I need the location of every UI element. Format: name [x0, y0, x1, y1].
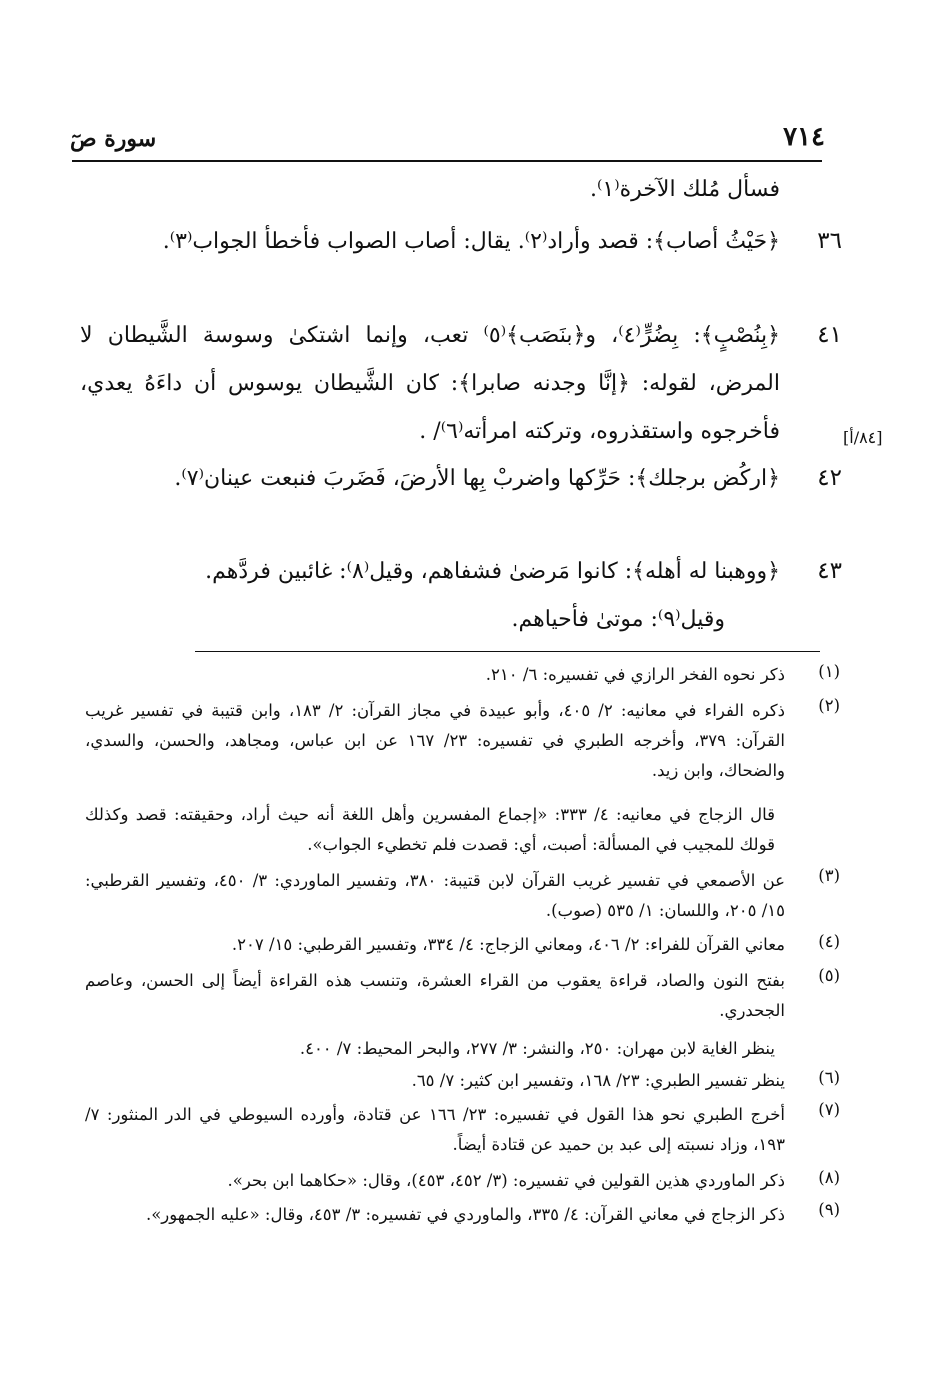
header-rule	[72, 160, 822, 162]
footnote: ذكره الفراء في معانيه: ٢/ ٤٠٥، وأبو عبيدة في مجاز القرآن: ٢/ ١٨٣، وابن قتيبة في تفسير غريب القرآن: ٣٧٩، وأخرجه الطبري في تفسيره: ٢٣/ ١٦٧ عن ابن عباس، ومجاهد، والحسن، والسدي، والضحاك، وابن زيد.	[85, 701, 786, 780]
footnote: ذكر الماوردي هذين القولين في تفسيره: (٣/ ٤٥٢، ٤٥٣)، وقال: «حكاهما ابن بحر».	[227, 1171, 785, 1190]
verse-continuation: فسأل مُلك الآخرة⁽١⁾.	[590, 177, 780, 202]
verse-text: ﴿ووهبنا له أهله﴾: كانوا مَرضىٰ فشفاهم، وقيل⁽٨⁾: غائبين فردَّهم.	[205, 559, 780, 584]
verse-text: ﴿اركُض برجلك﴾: حَرِّكها واضربْ بِها الأرضَ، فَضَربَ فنبعت عينان⁽٧⁾.	[174, 466, 780, 491]
surah-title: سورة صٓ	[70, 126, 157, 152]
footnote: ينظر تفسير الطبري: ٢٣/ ١٦٨، وتفسير ابن كثير: ٧/ ٦٥.	[411, 1071, 785, 1090]
footnote-number: (٢)	[818, 696, 840, 715]
footnote-number: (٦)	[818, 1068, 840, 1087]
footnote: ذكر الزجاج في معاني القرآن: ٤/ ٣٣٥، والماوردي في تفسيره: ٣/ ٤٥٣، وقال: «عليه الجمهور».	[145, 1205, 785, 1224]
footnote-continuation: قال الزجاج في معانيه: ٤/ ٣٣٣: «إجماع المفسرين وأهل اللغة أنه حيث أراد، وحقيقته: قصد وكذلك قولك للمجيب في المسألة: أصبت، أي: قصدت فلم تخطيء الجواب».	[85, 805, 775, 854]
footnote-number: (١)	[818, 662, 840, 681]
footnote-number: (٣)	[818, 866, 840, 885]
verse-number: ٤٢	[817, 465, 842, 491]
verse-number: ٤٣	[817, 558, 842, 584]
verse-text: وقيل⁽٩⁾: موتىٰ فأحياهم.	[511, 607, 725, 632]
footnote: ذكر نحوه الفخر الرازي في تفسيره: ٦/ ٢١٠.	[485, 665, 785, 684]
footnote-number: (٧)	[818, 1100, 840, 1119]
footnote-number: (٩)	[818, 1200, 840, 1219]
footnote-rule	[195, 651, 820, 652]
verse-number: ٣٦	[817, 228, 842, 254]
footnote: بفتح النون والصاد، قراءة يعقوب من القراء العشرة، وتنسب هذه القراءة أيضاً إلى الحسن، وعاصم الجحدري.	[85, 971, 785, 1020]
footnote: معاني القرآن للفراء: ٢/ ٤٠٦، ومعاني الزجاج: ٤/ ٣٣٤، وتفسير القرطبي: ١٥/ ٢٠٧.	[231, 935, 785, 954]
page-number: ٧١٤	[783, 122, 825, 152]
footnote-number: (٥)	[818, 966, 840, 985]
verse-number: ٤١	[817, 322, 842, 348]
footnote-number: (٨)	[818, 1168, 840, 1187]
footnote: أخرج الطبري نحو هذا القول في تفسيره: ٢٣/ ١٦٦ عن قتادة، وأورده السيوطي في الدر المنثور: ٧/ ١٩٣، وزاد نسبته إلى عبد بن حميد عن قتادة أيضاً.	[85, 1105, 785, 1154]
manuscript-folio-note: [٨٤/أ]	[843, 428, 883, 447]
verse-text: ﴿حَيْثُ أصاب﴾: قصد وأراد⁽٢⁾. يقال: أصاب الصواب فأخطأ الجواب⁽٣⁾.	[162, 229, 780, 254]
footnote-number: (٤)	[818, 932, 840, 951]
footnote-continuation: ينظر الغاية لابن مهران: ٢٥٠، والنشر: ٣/ ٢٧٧، والبحر المحيط: ٧/ ٤٠٠.	[299, 1039, 775, 1058]
verse-text: ﴿بِنُصْبٍ﴾: بِضُرٍّ⁽٤⁾، و﴿بنَصَب﴾⁽٥⁾ تعب، وإنما اشتكىٰ وسوسة الشَّيطان لا المرض، لقوله: ﴿إنَّا وجدنه صابرا﴾: كان الشَّيطان يوسوس أن داءَهُ يعدي، فأخرجوه واستقذروه، وتركته امرأته⁽٦⁾/ .	[80, 323, 780, 444]
footnote: عن الأصمعي في تفسير غريب القرآن لابن قتيبة: ٣٨٠، وتفسير الماوردي: ٣/ ٤٥٠، وتفسير القرطبي: ١٥/ ٢٠٥، واللسان: ١/ ٥٣٥ (صوب).	[85, 871, 785, 920]
